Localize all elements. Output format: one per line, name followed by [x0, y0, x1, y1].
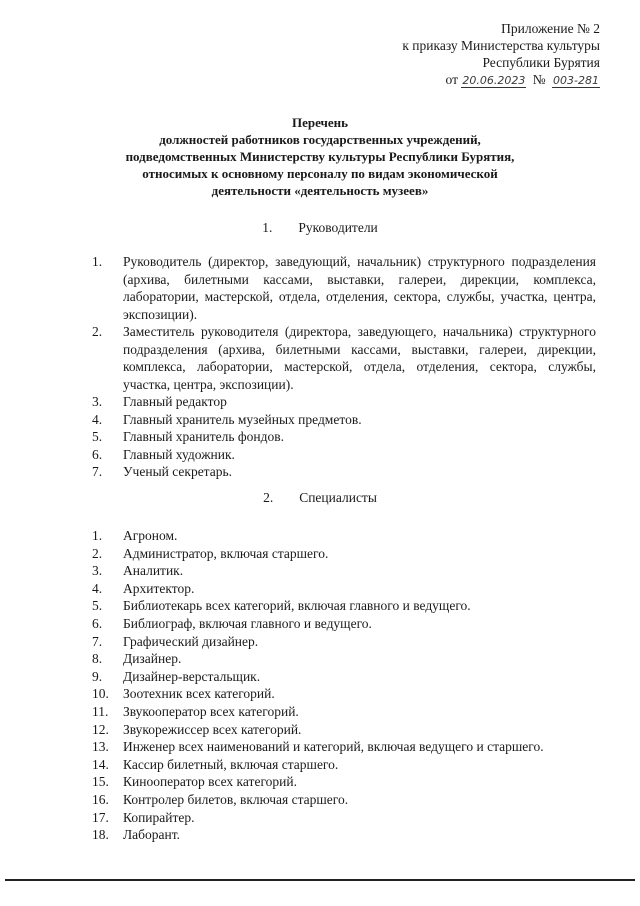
item-number: 6.	[92, 446, 103, 462]
list-item	[92, 463, 596, 481]
item-text: Главный редактор	[123, 394, 227, 409]
item-text: Лаборант.	[123, 827, 180, 843]
item-number: 7.	[92, 633, 103, 649]
list-item	[92, 809, 596, 827]
item-number: 18.	[92, 827, 109, 843]
list-item	[92, 773, 596, 791]
appendix-order-line: к приказу Министерства культуры	[402, 38, 600, 53]
item-number: 9.	[92, 668, 103, 684]
number-label: №	[532, 72, 546, 87]
item-number: 7.	[92, 464, 103, 479]
item-number: 1.	[92, 254, 103, 269]
leaders-list	[92, 253, 596, 481]
item-text: Администратор, включая старшего.	[123, 545, 329, 561]
item-number: 3.	[92, 394, 103, 409]
item-number: 4.	[92, 580, 103, 596]
section-name: Специалисты	[299, 490, 377, 505]
item-number: 2.	[92, 324, 103, 339]
document-heading	[80, 114, 560, 199]
item-text: Агроном.	[123, 528, 178, 543]
bottom-rule	[5, 879, 635, 881]
item-number: 10.	[92, 686, 109, 702]
item-text: Библиотекарь всех категорий, включая главного и ведущего.	[123, 598, 471, 614]
list-item	[92, 721, 596, 739]
item-number: 14.	[92, 756, 109, 772]
list-item	[92, 545, 596, 563]
item-text: Главный хранитель музейных предметов.	[123, 411, 362, 427]
item-number: 4.	[92, 411, 103, 427]
item-text: Руководитель (директор, заведующий, начальник) структурного подразделения (архива, билетными кассами, выставки, галереи, дирекции, комплекса, лаборатории, мастерской, отдела, отделения, сектора, службы, участка, центра, экспозиции).	[123, 254, 596, 322]
item-text: Инженер всех наименований и категорий, включая ведущего и старшего.	[123, 739, 544, 755]
list-item	[92, 411, 596, 429]
handwritten-date: 20.06.2023	[462, 74, 526, 87]
item-number: 15.	[92, 774, 109, 790]
item-text: Звукорежиссер всех категорий.	[123, 721, 302, 737]
list-item	[92, 393, 596, 411]
list-item	[92, 685, 596, 703]
heading-line-4: относимых к основному персоналу по видам экономической	[142, 166, 498, 181]
list-item	[92, 615, 596, 633]
list-item	[92, 826, 596, 844]
item-number: 12.	[92, 721, 109, 737]
item-text: Главный художник.	[123, 446, 235, 462]
list-item	[92, 633, 596, 651]
section-number: 1.	[262, 220, 273, 235]
item-text: Дизайнер-верстальщик.	[123, 668, 261, 684]
section-number: 2.	[263, 490, 274, 505]
item-number: 13.	[92, 739, 109, 755]
list-item	[92, 597, 596, 615]
appendix-block	[402, 20, 600, 89]
item-text: Дизайнер.	[123, 651, 182, 667]
item-number: 11.	[92, 703, 109, 719]
list-item	[92, 650, 596, 668]
item-number: 17.	[92, 809, 109, 825]
list-item	[92, 756, 596, 774]
item-text: Заместитель руководителя (директора, заведующего, начальника) структурного подразделения (архива, билетными кассами, выставки, галереи, дирекции, комплекса, лаборатории, мастерской, отдела, отделения, сектора, службы, участка, центра, экспозиции).	[123, 324, 596, 392]
item-number: 3.	[92, 563, 103, 579]
list-item	[92, 738, 596, 756]
list-item	[92, 562, 596, 580]
item-text: Звукооператор всех категорий.	[123, 703, 299, 719]
list-item	[92, 527, 596, 545]
list-item	[92, 791, 596, 809]
list-item	[92, 323, 596, 393]
heading-line-1: Перечень	[291, 115, 349, 130]
list-item	[92, 253, 596, 323]
handwritten-number: 003-281	[553, 74, 599, 87]
item-number: 16.	[92, 791, 109, 807]
section-title-leaders	[0, 220, 640, 236]
item-number: 1.	[92, 528, 103, 543]
heading-line-3: подведомственных Министерству культуры Республики Бурятия,	[125, 149, 515, 164]
specialists-list	[92, 527, 596, 844]
list-item	[92, 446, 596, 464]
item-text: Зоотехник всех категорий.	[123, 686, 275, 702]
item-text: Кассир билетный, включая старшего.	[123, 756, 339, 772]
item-text: Аналитик.	[123, 563, 184, 579]
heading-line-2: должностей работников государственных учреждений,	[159, 132, 481, 147]
date-prefix: от	[445, 72, 459, 87]
heading-line-5: деятельности «деятельность музеев»	[211, 183, 429, 198]
item-number: 6.	[92, 615, 103, 631]
item-text: Главный хранитель фондов.	[123, 429, 284, 444]
list-item	[92, 703, 596, 721]
item-text: Ученый секретарь.	[123, 464, 233, 479]
item-number: 2.	[92, 545, 103, 561]
item-number: 8.	[92, 651, 103, 667]
item-text: Архитектор.	[123, 580, 195, 596]
appendix-title: Приложение № 2	[501, 21, 600, 36]
appendix-date-line	[402, 71, 600, 89]
section-title-specialists	[0, 490, 640, 506]
list-item	[92, 428, 596, 446]
item-text: Контролер билетов, включая старшего.	[123, 791, 349, 807]
item-text: Копирайтер.	[123, 809, 195, 825]
item-number: 5.	[92, 598, 103, 614]
appendix-republic-line: Республики Бурятия	[482, 55, 600, 70]
item-text: Кинооператор всех категорий.	[123, 774, 297, 790]
list-item	[92, 580, 596, 598]
list-item	[92, 668, 596, 686]
item-number: 5.	[92, 429, 103, 444]
item-text: Библиограф, включая главного и ведущего.	[123, 615, 372, 631]
item-text: Графический дизайнер.	[123, 633, 259, 649]
section-name: Руководители	[298, 220, 378, 235]
